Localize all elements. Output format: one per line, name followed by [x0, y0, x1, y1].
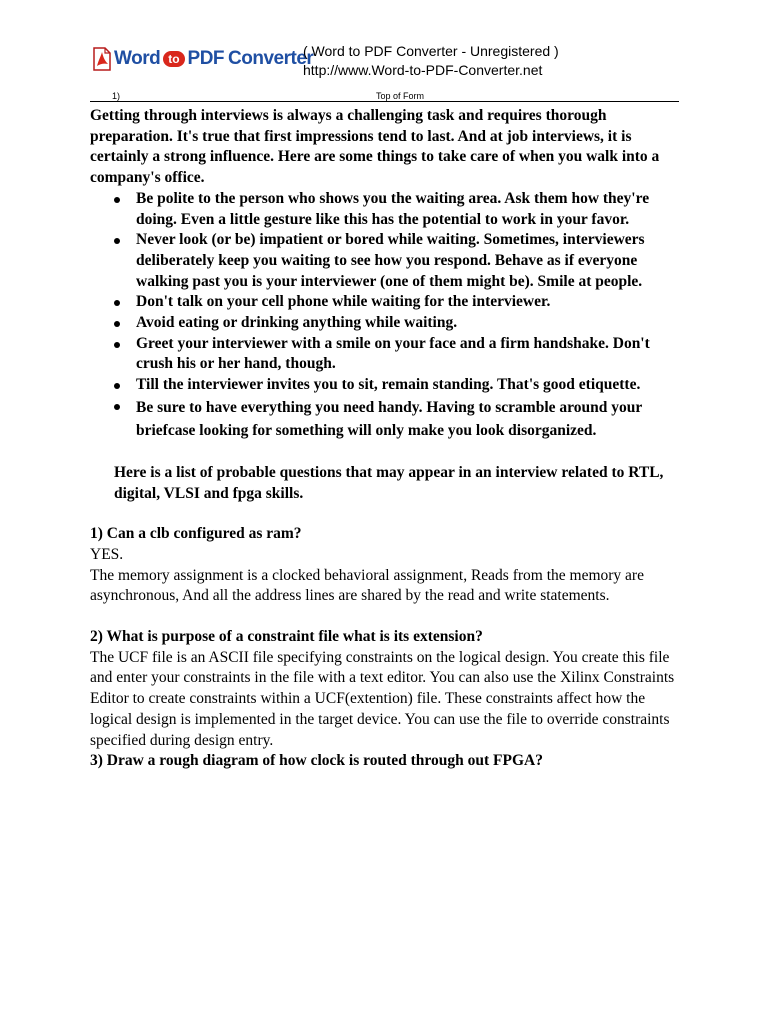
logo-converter-text: Converter	[228, 48, 314, 69]
answer-1: The memory assignment is a clocked behavioral assignment, Reads from the memory are asynchronous, And all the address lines are shared by the read and write statements.	[90, 566, 644, 605]
top-of-form-divider	[90, 101, 679, 102]
header-text	[303, 42, 559, 80]
list-item: Greet your interviewer with a smile on your face and a firm handshake. Don't crush his or her hand, though.	[136, 334, 690, 375]
logo-to-badge: to	[163, 51, 184, 67]
form-number: 1)	[112, 91, 121, 101]
converter-header	[92, 42, 692, 82]
top-of-form-row	[90, 90, 679, 102]
bullet-icon	[114, 197, 120, 203]
question-2: 2) What is purpose of a constraint file what is its extension?	[90, 628, 483, 646]
bullet-icon	[114, 238, 120, 244]
intro-paragraph: Getting through interviews is always a challenging task and requires thorough preparation. It's true that first impressions tend to last. And at job interviews, it is certainly a strong influence. Here are some things to take care of when you walk into a company's office.	[90, 107, 660, 187]
question-3: 3) Draw a rough diagram of how clock is routed through out FPGA?	[90, 752, 543, 770]
list-item: Till the interviewer invites you to sit, remain standing. That's good etiquette.	[136, 375, 690, 396]
logo-word-text: Word	[114, 48, 161, 69]
list-item: Be sure to have everything you need handy. Having to scramble around your briefcase looking for something will only make you look disorganized.	[136, 396, 690, 443]
pdf-document-icon	[92, 47, 112, 71]
bullet-icon	[114, 300, 120, 306]
questions-intro: Here is a list of probable questions that may appear in an interview related to RTL, digital, VLSI and fpga skills.	[114, 463, 664, 502]
top-of-form-label: Top of Form	[376, 91, 425, 101]
document-body	[90, 106, 690, 772]
bullet-icon	[114, 383, 120, 389]
interview-tips-list	[90, 189, 690, 443]
list-item: Be polite to the person who shows you the waiting area. Ask them how they're doing. Even a little gesture like this has the potential to work in your favor.	[136, 189, 690, 230]
answer-1-short: YES.	[90, 545, 124, 563]
bullet-icon	[114, 404, 120, 410]
list-item: Don't talk on your cell phone while waiting for the interviewer.	[136, 292, 690, 313]
unregistered-title: ( Word to PDF Converter - Unregistered )	[303, 43, 559, 59]
converter-url-link[interactable]: http://www.Word-to-PDF-Converter.net	[303, 62, 543, 78]
logo-pdf-text: PDF	[187, 48, 225, 69]
question-1: 1) Can a clb configured as ram?	[90, 525, 302, 543]
bullet-icon	[114, 342, 120, 348]
list-item: Avoid eating or drinking anything while waiting.	[136, 313, 690, 334]
answer-2: The UCF file is an ASCII file specifying constraints on the logical design. You create this file and enter your constraints in the file with a text editor. You can also use the Xilinx Constraints Editor to create constraints within a UCF(extention) file. These constraints affect how the logical design is implemented in the target device. You can use the file to override constraints specified during design entry.	[90, 648, 675, 749]
list-item: Never look (or be) impatient or bored while waiting. Sometimes, interviewers deliberately keep you waiting to see how you respond. Behave as if everyone walking past you is your interviewer (one of them might be). Smile at people.	[136, 230, 690, 292]
word-to-pdf-logo	[92, 44, 314, 74]
bullet-icon	[114, 321, 120, 327]
